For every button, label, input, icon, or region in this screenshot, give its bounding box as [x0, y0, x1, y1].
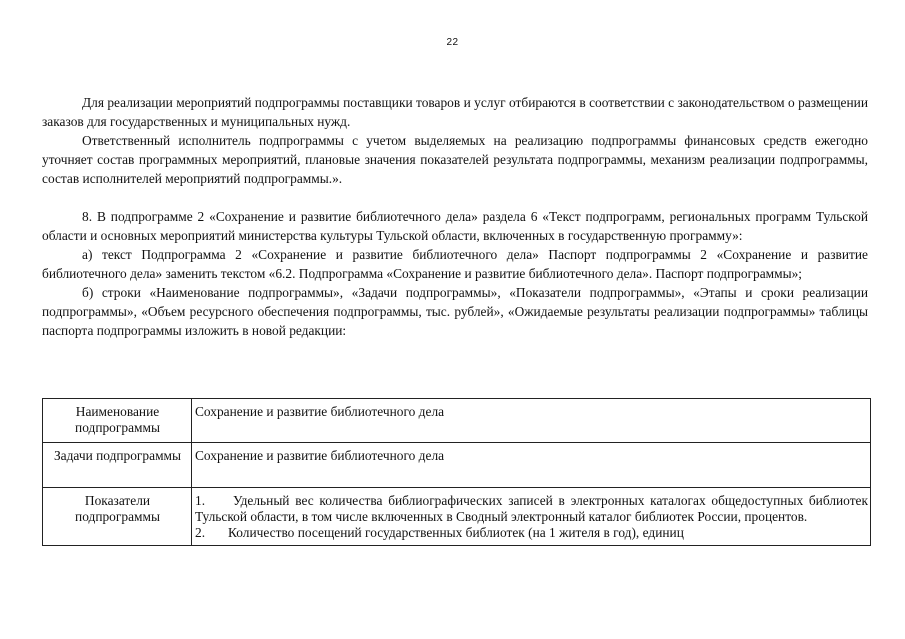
indicator-number: 2. [195, 525, 206, 540]
paragraph-item-b: б) строки «Наименование подпрограммы», «Задачи подпрограммы», «Показатели подпрограммы», «Этапы и сроки реализации подпрограммы», «Объем ресурсного обеспечения подпрограммы, тыс. рублей», «Ожидаемые результаты реализации подпрограммы» таблицы паспорта подпрограммы изложить в новой редакции: [42, 285, 868, 338]
paragraph-gap [42, 188, 868, 207]
paragraph-procurement: Для реализации мероприятий подпрограммы поставщики товаров и услуг отбираются в соответствии с законодательством о размещении заказов для государственных и муниципальных нужд. [42, 95, 868, 129]
value-subprogram-name: Сохранение и развитие библиотечного дела [192, 399, 871, 443]
indicator-item [195, 493, 868, 525]
value-subprogram-indicators [192, 488, 871, 546]
value-subprogram-tasks: Сохранение и развитие библиотечного дела [192, 443, 871, 488]
indicator-number: 1. [195, 493, 206, 508]
paragraph-item-8: 8. В подпрограмме 2 «Сохранение и развитие библиотечного дела» раздела 6 «Текст подпрограмм, региональных программ Тульской области и основных мероприятий министерства культуры Тульской области, включенных в государственную программу»: [42, 209, 868, 243]
paragraph-responsible-executor: Ответственный исполнитель подпрограммы с учетом выделяемых на реализацию подпрограммы финансовых средств ежегодно уточняет состав программных мероприятий, плановые значения показателей результата подпрограммы, механизм реализации подпрограммы, состав исполнителей мероприятий подпрограммы.». [42, 133, 868, 186]
page-number: 22 [446, 37, 459, 48]
indicator-item [195, 525, 868, 541]
paragraph-item-a: а) текст Подпрограмма 2 «Сохранение и развитие библиотечного дела» Паспорт подпрограммы 2 «Сохранение и развитие библиотечного дела» заменить текстом «6.2. Подпрограмма «Сохранение и развитие библиотечного дела». Паспорт подпрограммы»; [42, 247, 868, 281]
label-subprogram-indicators: Показатели подпрограммы [43, 488, 192, 546]
label-subprogram-tasks: Задачи подпрограммы [43, 443, 192, 488]
label-subprogram-name: Наименование подпрограммы [43, 399, 192, 443]
document-body [42, 93, 868, 340]
indicator-text: Удельный вес количества библиографических записей в электронных каталогах общедоступных библиотек Тульской области, в том числе включенных в Сводный электронный каталог библиотек России, процентов. [195, 493, 868, 524]
indicator-text: Количество посещений государственных библиотек (на 1 жителя в год), единиц [228, 525, 684, 540]
table-row-indicators [43, 488, 871, 546]
table-row-tasks [43, 443, 871, 488]
passport-table [42, 398, 871, 546]
table-row-name [43, 399, 871, 443]
